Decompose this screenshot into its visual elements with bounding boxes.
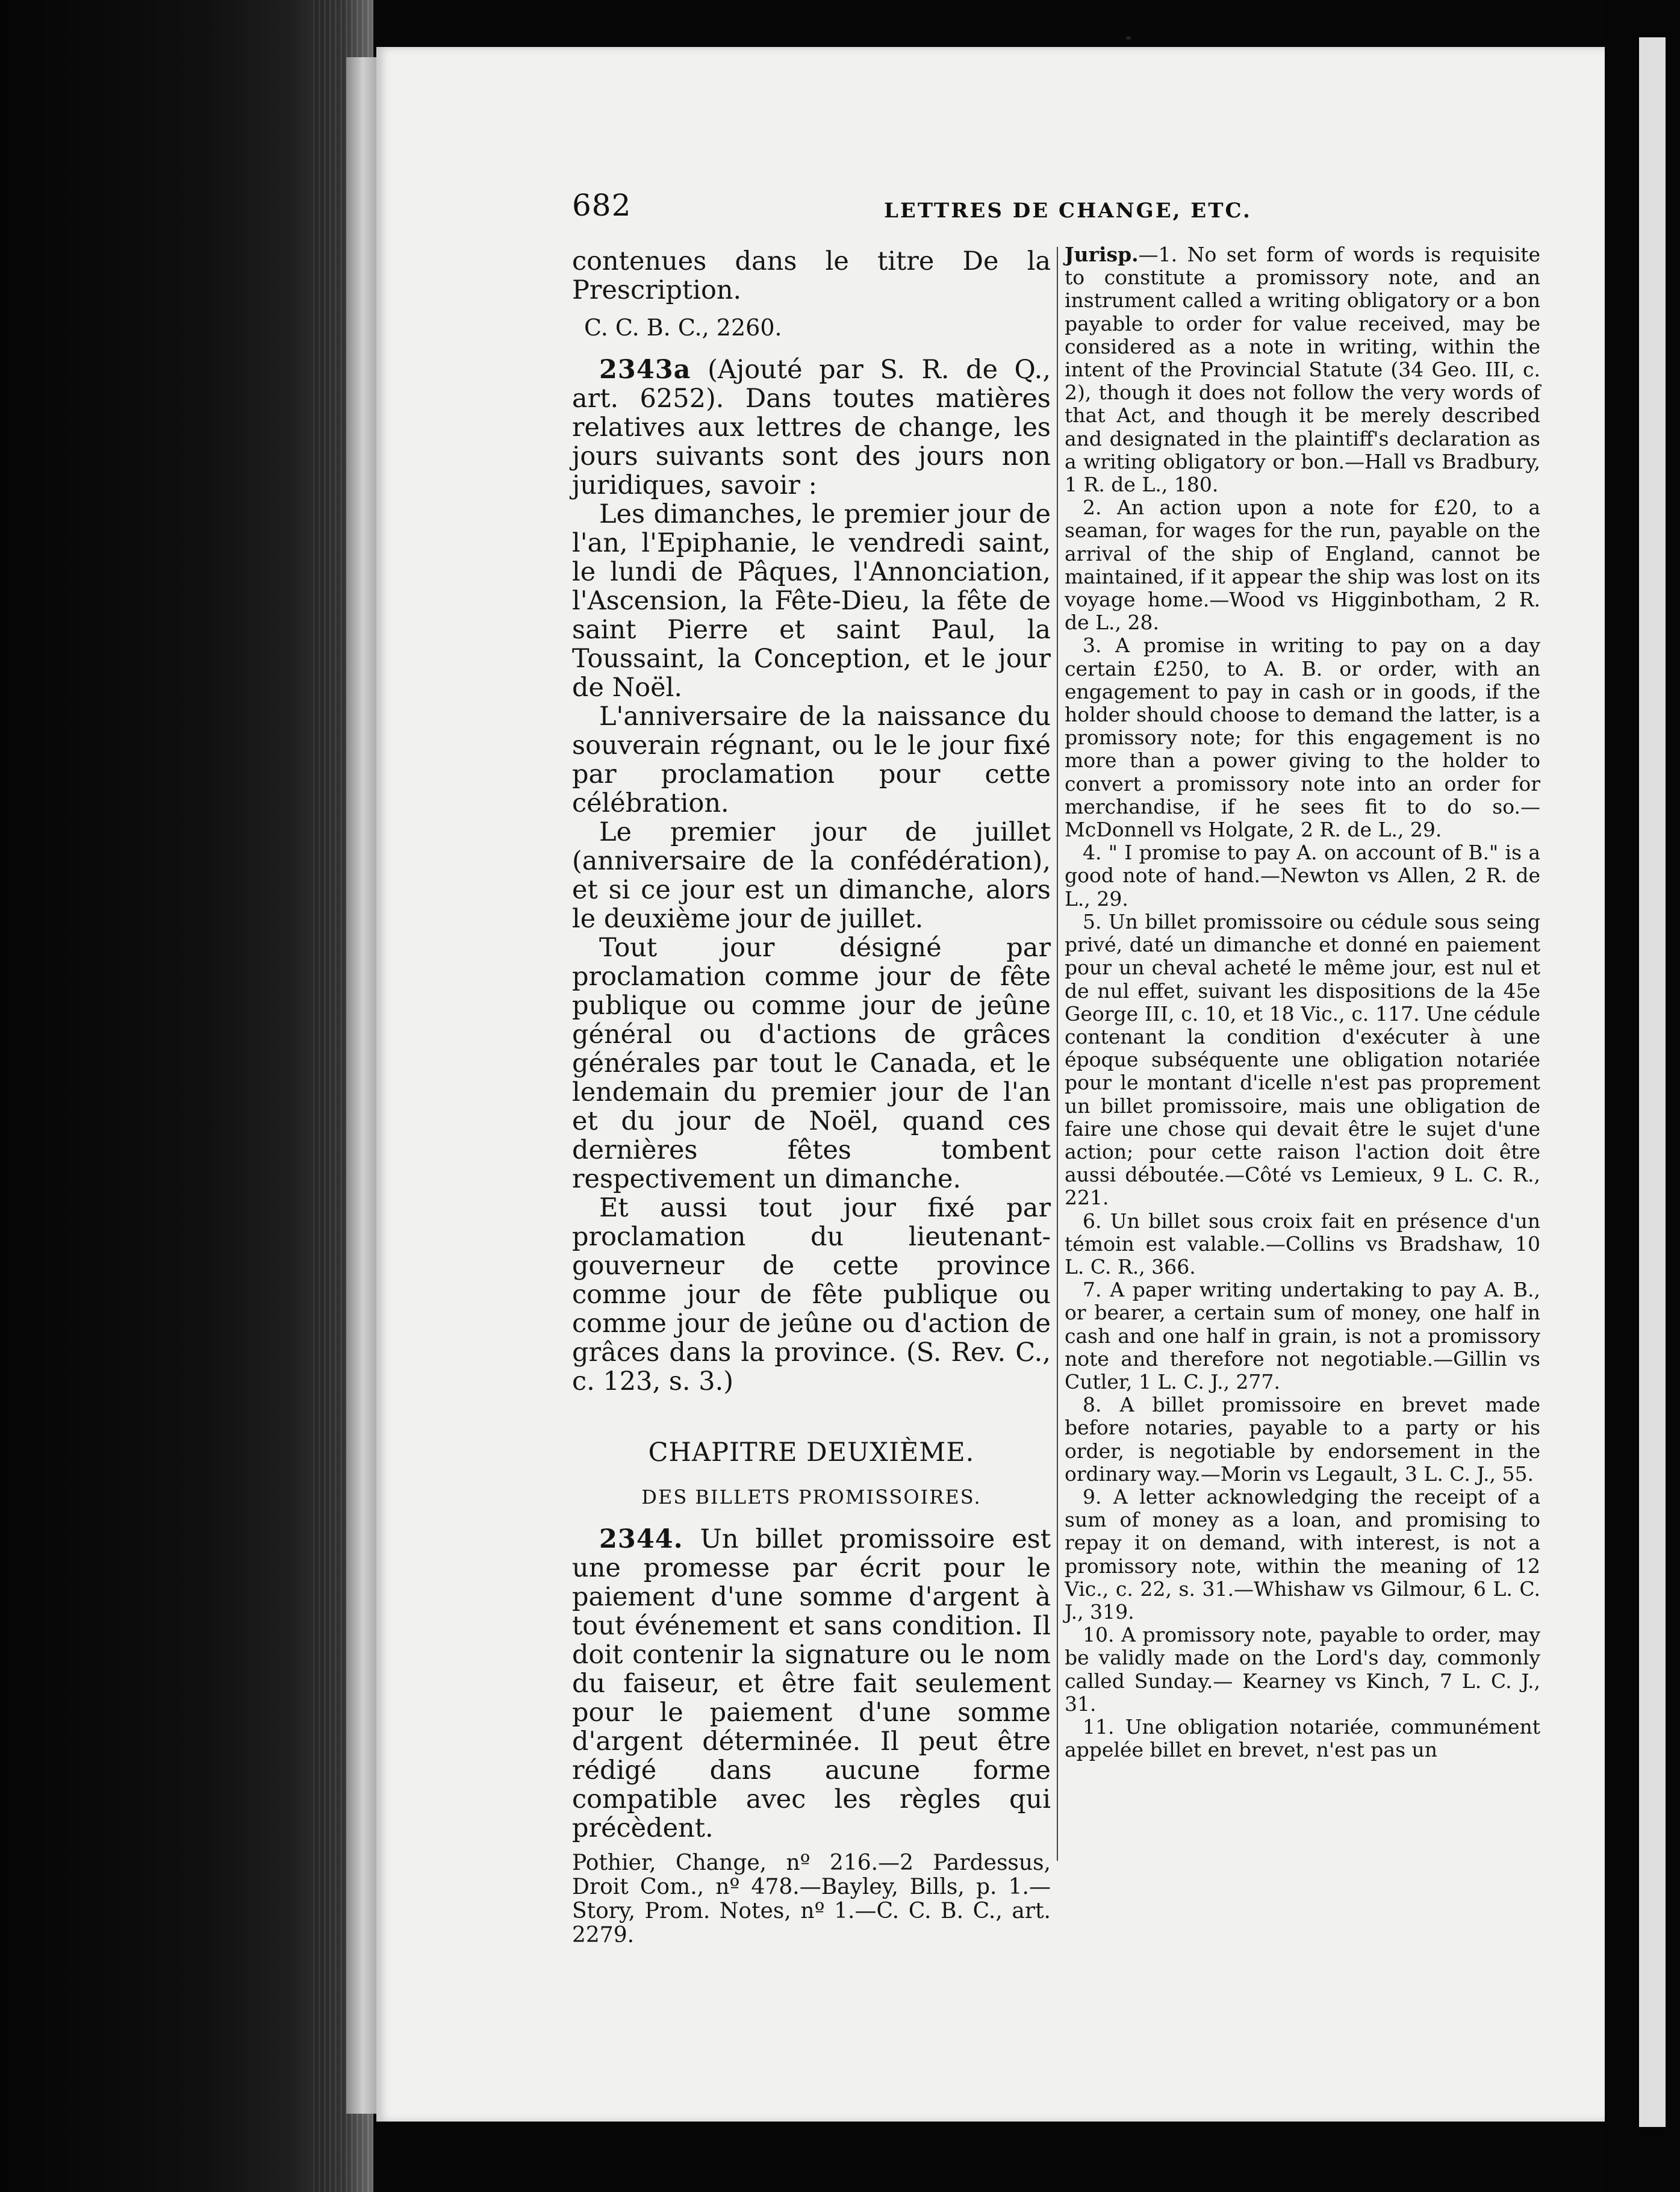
jurisprudence-6: 6. Un billet sous croix fait en présence d'un témoin est valable.—Collins vs Bradshaw, 10 L. C. R., 366. — [1065, 1209, 1540, 1278]
left-column — [572, 246, 1051, 1948]
jurisprudence-5: 5. Un billet promissoire ou cédule sous seing privé, daté un dimanche et donné en paiement pour un cheval acheté le même jour, est nul et de nul effet, suivant les dispositions de la 45e George III, c. 10, et 18 Vic., c. 117. Une cédule contenant la condition d'exécuter à une époque subséquente une obligation notariée pour le montant d'icelle n'est pas proprement un billet promissoire, mais une obligation de faire une chose qui devait être le sujet d'une action; pour cette raison l'action doit être aussi déboutée.—Côté vs Lemieux, 9 L. C. R., 221. — [1065, 909, 1540, 1210]
jurisprudence-9: 9. A letter acknowledging the receipt of a sum of money as a loan, and promising to repay it on demand, with interest, is not a promissory note, within the meaning of 12 Vic., c. 22, s. 31.—Whishaw vs Gilmour, 6 L. C. J., 319. — [1065, 1484, 1540, 1624]
paragraph-holidays: Les dimanches, le premier jour de l'an, l'Epiphanie, le vendredi saint, le lundi de Pâques, l'Annonciation, l'Ascension, la Fête-Dieu, la fête de saint Pierre et saint Paul, la Toussaint, la Conception, et le jour de Noël. — [572, 499, 1051, 703]
article-text: (Ajouté par S. R. de Q., art. 6252). Dans toutes matières relatives aux lettres de change, les jours suivants sont des jours non juridiques, savoir : — [572, 355, 1051, 500]
jurisprudence-2: 2. An action upon a note for £20, to a seaman, for wages for the run, payable on the arrival of the ship of England, cannot be maintained, if it appear the ship was lost on its voyage home.—Wood vs Higginbotham, 2 R. de L., 28. — [1065, 496, 1540, 635]
article-number: 2343a — [599, 355, 691, 385]
paragraph-july: Le premier jour de juillet (anniversaire de la confédération), et si ce jour est un dimanche, alors le deuxième jour de juillet. — [572, 817, 1051, 934]
chapter-heading: CHAPITRE DEUXIÈME. — [648, 1437, 975, 1468]
running-title: LETTRES DE CHANGE, ETC. — [884, 199, 1252, 223]
jurisprudence-7: 7. A paper writing undertaking to pay A. B., or bearer, a certain sum of money, one half in cash and one half in grain, is not a promissory note and therefore not negotiable.—Gillin vs Cutler, 1 L. C. J., 277. — [1065, 1278, 1540, 1393]
jurisprudence-3: 3. A promise in writing to pay on a day certain £250, to A. B. or order, with an engagement to pay in cash or in goods, if the holder should choose to demand the latter, is a promissory note; for this engagement is no more than a power giving to the holder to convert a promissory note into an order for merchandise, if he sees fit to do so.—McDonnell vs Holgate, 2 R. de L., 29. — [1065, 634, 1540, 842]
page-number: 682 — [572, 188, 632, 223]
article-2344 — [572, 1525, 1051, 1843]
paragraph-anniversary: L'anniversaire de la naissance du souverain régnant, ou le le jour fixé par proclamation pour cette célébration. — [572, 702, 1051, 818]
next-page-edge — [1639, 37, 1666, 2127]
column-divider — [1057, 247, 1058, 1861]
section-heading: DES BILLETS PROMISSOIRES. — [641, 1486, 982, 1509]
paragraph-continued: contenues dans le titre De la Prescription. — [572, 246, 1051, 305]
jurisprudence-11: 11. Une obligation notariée, communément appelée billet en brevet, n'est pas un — [1065, 1715, 1540, 1762]
scan-speck — [1126, 36, 1131, 40]
article-number: 2344. — [599, 1524, 683, 1554]
jurisprudence-label: Jurisp. — [1065, 243, 1139, 266]
jurisprudence-1 — [1065, 243, 1540, 496]
jurisprudence-text: —1. No set form of words is requisite to constitute a promissory note, and an instrument called a writing obligatory or a bon payable to order for value received, may be considered as a note in writing, within the intent of the Provincial Statute (34 Geo. III, c. 2), though it does not follow the very words of that Act, and though it be merely described and designated in the plaintiff's declaration as a writing obligatory or bon.—Hall vs Bradbury, 1 R. de L., 180. — [1065, 243, 1540, 497]
article-text: Un billet promissoire est une promesse par écrit pour le paiement d'une somme d'argent à tout événement et sans condition. Il doit contenir la signature ou le nom du faiseur, et être fait seulement pour le paiement d'une somme d'argent déterminée. Il peut être rédigé dans aucune forme compatible avec les règles qui précèdent. — [572, 1524, 1051, 1843]
jurisprudence-10: 10. A promissory note, payable to order, may be validly made on the Lord's day, commonly called Sunday.— Kearney vs Kinch, 7 L. C. J., 31. — [1065, 1623, 1540, 1716]
paragraph-proclamation: Tout jour désigné par proclamation comme jour de fête publique ou comme jour de jeûne général ou d'actions de grâces générales par tout le Canada, et le lendemain du premier jour de l'an et du jour de Noël, quand ces dernières fêtes tombent respectivement un dimanche. — [572, 933, 1051, 1194]
paragraph-province: Et aussi tout jour fixé par proclamation du lieutenant-gouverneur de cette province comme jour de fête publique ou comme jour de jeûne ou d'action de grâces dans la province. (S. Rev. C., c. 123, s. 3.) — [572, 1193, 1051, 1396]
jurisprudence-8: 8. A billet promissoire en brevet made before notaries, payable to a party or his order, is negotiable by endorsement in the ordinary way.—Morin vs Legault, 3 L. C. J., 55. — [1065, 1393, 1540, 1486]
article-2343a — [572, 355, 1051, 500]
references: Pothier, Change, nº 216.—2 Pardessus, Droit Com., nº 478.—Bayley, Bills, p. 1.—Story, Prom. Notes, nº 1.—C. C. B. C., art. 2279. — [572, 1851, 1051, 1948]
citation: C. C. B. C., 2260. — [584, 314, 782, 341]
right-column — [1065, 243, 1540, 1857]
jurisprudence-4: 4. " I promise to pay A. on account of B." is a good note of hand.—Newton vs Allen, 2 R. de L., 29. — [1065, 841, 1540, 911]
